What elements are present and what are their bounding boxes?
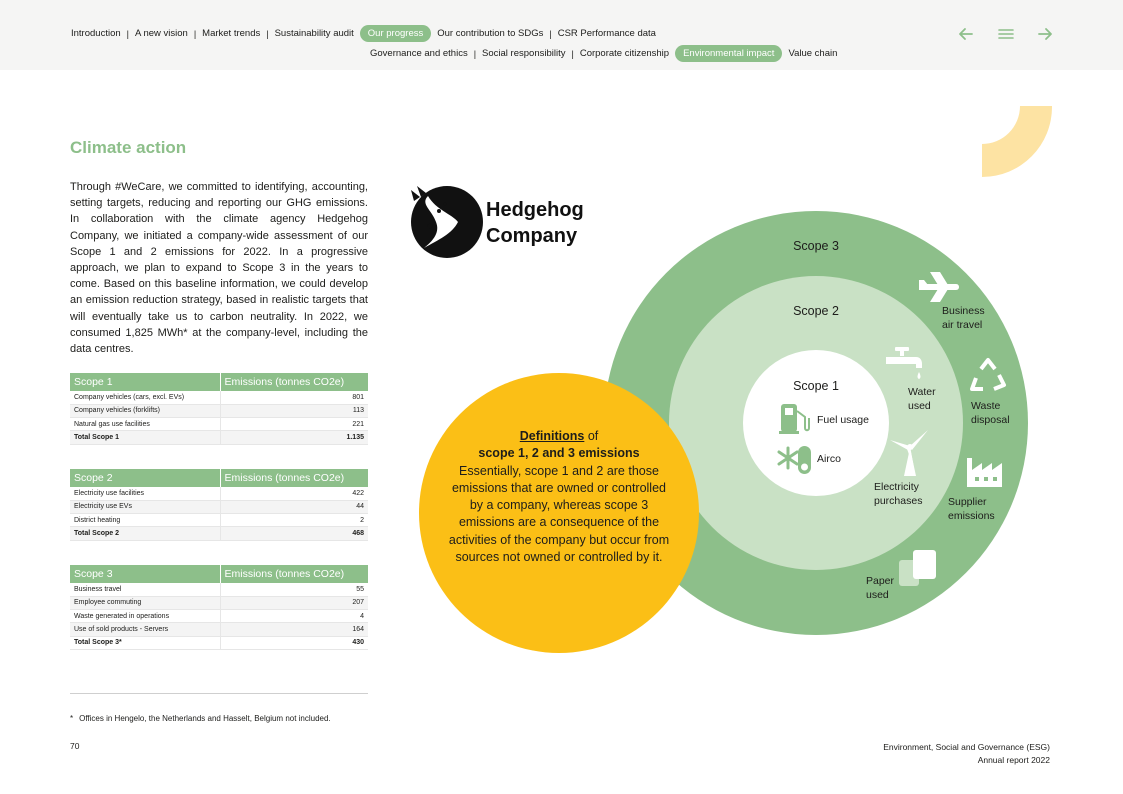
table-header-scope: Scope 1 bbox=[70, 373, 220, 391]
label-line: purchases bbox=[874, 495, 923, 507]
logo-line-2: Company bbox=[486, 225, 578, 247]
table-cell-value: 55 bbox=[220, 583, 368, 596]
nav-separator: | bbox=[126, 28, 129, 39]
table-cell-value: 2 bbox=[220, 514, 368, 527]
supplier-emissions-label bbox=[948, 495, 995, 523]
definitions-text bbox=[446, 428, 672, 566]
label-line: Supplier bbox=[948, 496, 987, 508]
table-header-emissions: Emissions (tonnes CO2e) bbox=[220, 565, 368, 583]
nav-item-csr-performance[interactable]: CSR Performance data bbox=[557, 28, 656, 39]
electricity-purchases-label bbox=[874, 480, 922, 508]
nav-item-social[interactable]: Social responsibility bbox=[482, 48, 566, 59]
intro-paragraph: Through #WeCare, we committed to identifying, accounting, setting targets, reducing and reporting our GHG emissions. In collaboration with the climate agency Hedgehog Company, we initiated a company-wide assessment of our Scope 1 and 2 emissions for 2022. In a progressive approach, we plan to expand to Scope 3 in the years to come. Based on this baseline information, we could develop an emission reduction strategy, based in realistic targets that will eventually take us to carbon neutrality. In 2022, we consumed 1,825 MWh* at the company-level, including the data centres. bbox=[70, 181, 368, 356]
nav-separator: | bbox=[571, 48, 574, 59]
scope2-label: Scope 2 bbox=[793, 304, 839, 318]
nav-separator: | bbox=[473, 48, 477, 59]
table-cell-value: 422 bbox=[220, 487, 368, 500]
table-header-emissions: Emissions (tonnes CO2e) bbox=[220, 373, 368, 391]
table-cell: Waste generated in operations bbox=[70, 610, 220, 623]
nav-item-market-trends[interactable]: Market trends bbox=[202, 28, 261, 39]
fuel-usage-label: Fuel usage bbox=[817, 414, 869, 426]
nav-item-sdgs[interactable]: Our contribution to SDGs bbox=[437, 28, 544, 39]
definitions-title: Definitions bbox=[519, 429, 585, 443]
hedgehog-logo-icon bbox=[411, 186, 483, 258]
footnote-text: Offices in Hengelo, the Netherlands and Hasselt, Belgium not included. bbox=[79, 714, 331, 723]
table-cell: District heating bbox=[70, 514, 220, 527]
definitions-subtitle: scope 1, 2 and 3 emissions bbox=[478, 446, 640, 461]
water-used-label bbox=[908, 385, 936, 413]
table-cell-value: 164 bbox=[220, 623, 368, 636]
table-header-scope: Scope 2 bbox=[70, 469, 220, 487]
nav-item-new-vision[interactable]: A new vision bbox=[135, 28, 188, 39]
table-cell: Use of sold products - Servers bbox=[70, 623, 220, 636]
table-cell: Total Scope 1 bbox=[70, 431, 220, 444]
table-cell-value: 221 bbox=[220, 418, 368, 431]
nav-separator: | bbox=[549, 28, 552, 39]
section-title: Climate action bbox=[70, 138, 187, 157]
label-line: emissions bbox=[948, 510, 995, 522]
table-cell: Electricity use EVs bbox=[70, 500, 220, 513]
nav-item-governance[interactable]: Governance and ethics bbox=[370, 48, 468, 59]
nav-item-value-chain[interactable]: Value chain bbox=[788, 48, 838, 59]
table-cell: Total Scope 3* bbox=[70, 636, 220, 649]
label-line: air travel bbox=[942, 319, 983, 331]
nav-separator: | bbox=[266, 28, 269, 39]
decorative-quarter-circle bbox=[982, 106, 1052, 177]
label-line: Paper bbox=[866, 575, 895, 587]
footnote-marker: * bbox=[70, 714, 74, 723]
label-line: disposal bbox=[971, 414, 1010, 426]
label-line: used bbox=[866, 589, 889, 601]
table-cell: Total Scope 2 bbox=[70, 527, 220, 540]
definitions-body: Essentially, scope 1 and 2 are those emissions that are owned or controlled by a company, whereas scope 3 emissions are a consequence of the activities of the company but occur from sources not owned or controlled by it. bbox=[448, 463, 670, 565]
table-cell-value: 801 bbox=[220, 391, 368, 404]
table-cell-value: 207 bbox=[220, 596, 368, 609]
table-cell: Electricity use facilities bbox=[70, 487, 220, 500]
page-number: 70 bbox=[70, 741, 80, 751]
nav-item-environmental-impact-active[interactable]: Environmental impact bbox=[675, 45, 782, 62]
table-cell: Natural gas use facilities bbox=[70, 418, 220, 431]
logo-line-1: Hedgehog bbox=[486, 199, 584, 221]
nav-item-corporate-citizenship[interactable]: Corporate citizenship bbox=[579, 48, 670, 59]
table-header-emissions: Emissions (tonnes CO2e) bbox=[220, 469, 368, 487]
footer-line-1: Environment, Social and Governance (ESG) bbox=[883, 742, 1050, 752]
table-cell-value: 1.135 bbox=[220, 431, 368, 444]
table-cell: Company vehicles (cars, excl. EVs) bbox=[70, 391, 220, 404]
table-cell: Business travel bbox=[70, 583, 220, 596]
logo-wordmark bbox=[486, 197, 584, 249]
nav-item-introduction[interactable]: Introduction bbox=[71, 28, 121, 39]
table-header-scope: Scope 3 bbox=[70, 565, 220, 583]
table-cell-value: 468 bbox=[220, 527, 368, 540]
scope3-label: Scope 3 bbox=[793, 239, 839, 253]
table-cell: Company vehicles (forklifts) bbox=[70, 404, 220, 417]
label-line: Business bbox=[942, 305, 985, 317]
footer-line-2: Annual report 2022 bbox=[977, 755, 1050, 765]
table-cell-value: 4 bbox=[220, 610, 368, 623]
nav-item-sustainability-audit[interactable]: Sustainability audit bbox=[274, 28, 354, 39]
table-cell: Employee commuting bbox=[70, 596, 220, 609]
nav-separator: | bbox=[193, 28, 197, 39]
label-line: used bbox=[908, 400, 931, 412]
airco-label: Airco bbox=[817, 453, 841, 465]
label-line: Electricity bbox=[874, 481, 919, 493]
table-cell-value: 113 bbox=[220, 404, 368, 417]
nav-item-our-progress-active[interactable]: Our progress bbox=[360, 25, 431, 42]
table-cell-value: 430 bbox=[220, 636, 368, 649]
definitions-of: of bbox=[584, 429, 599, 443]
label-line: Waste bbox=[971, 400, 1001, 412]
waste-disposal-label bbox=[971, 399, 1010, 427]
definitions-heading bbox=[446, 428, 672, 445]
business-air-travel-label bbox=[942, 304, 985, 332]
paper-used-label bbox=[866, 574, 894, 602]
label-line: Water bbox=[908, 386, 936, 398]
table-cell-value: 44 bbox=[220, 500, 368, 513]
scope1-label: Scope 1 bbox=[793, 379, 839, 393]
